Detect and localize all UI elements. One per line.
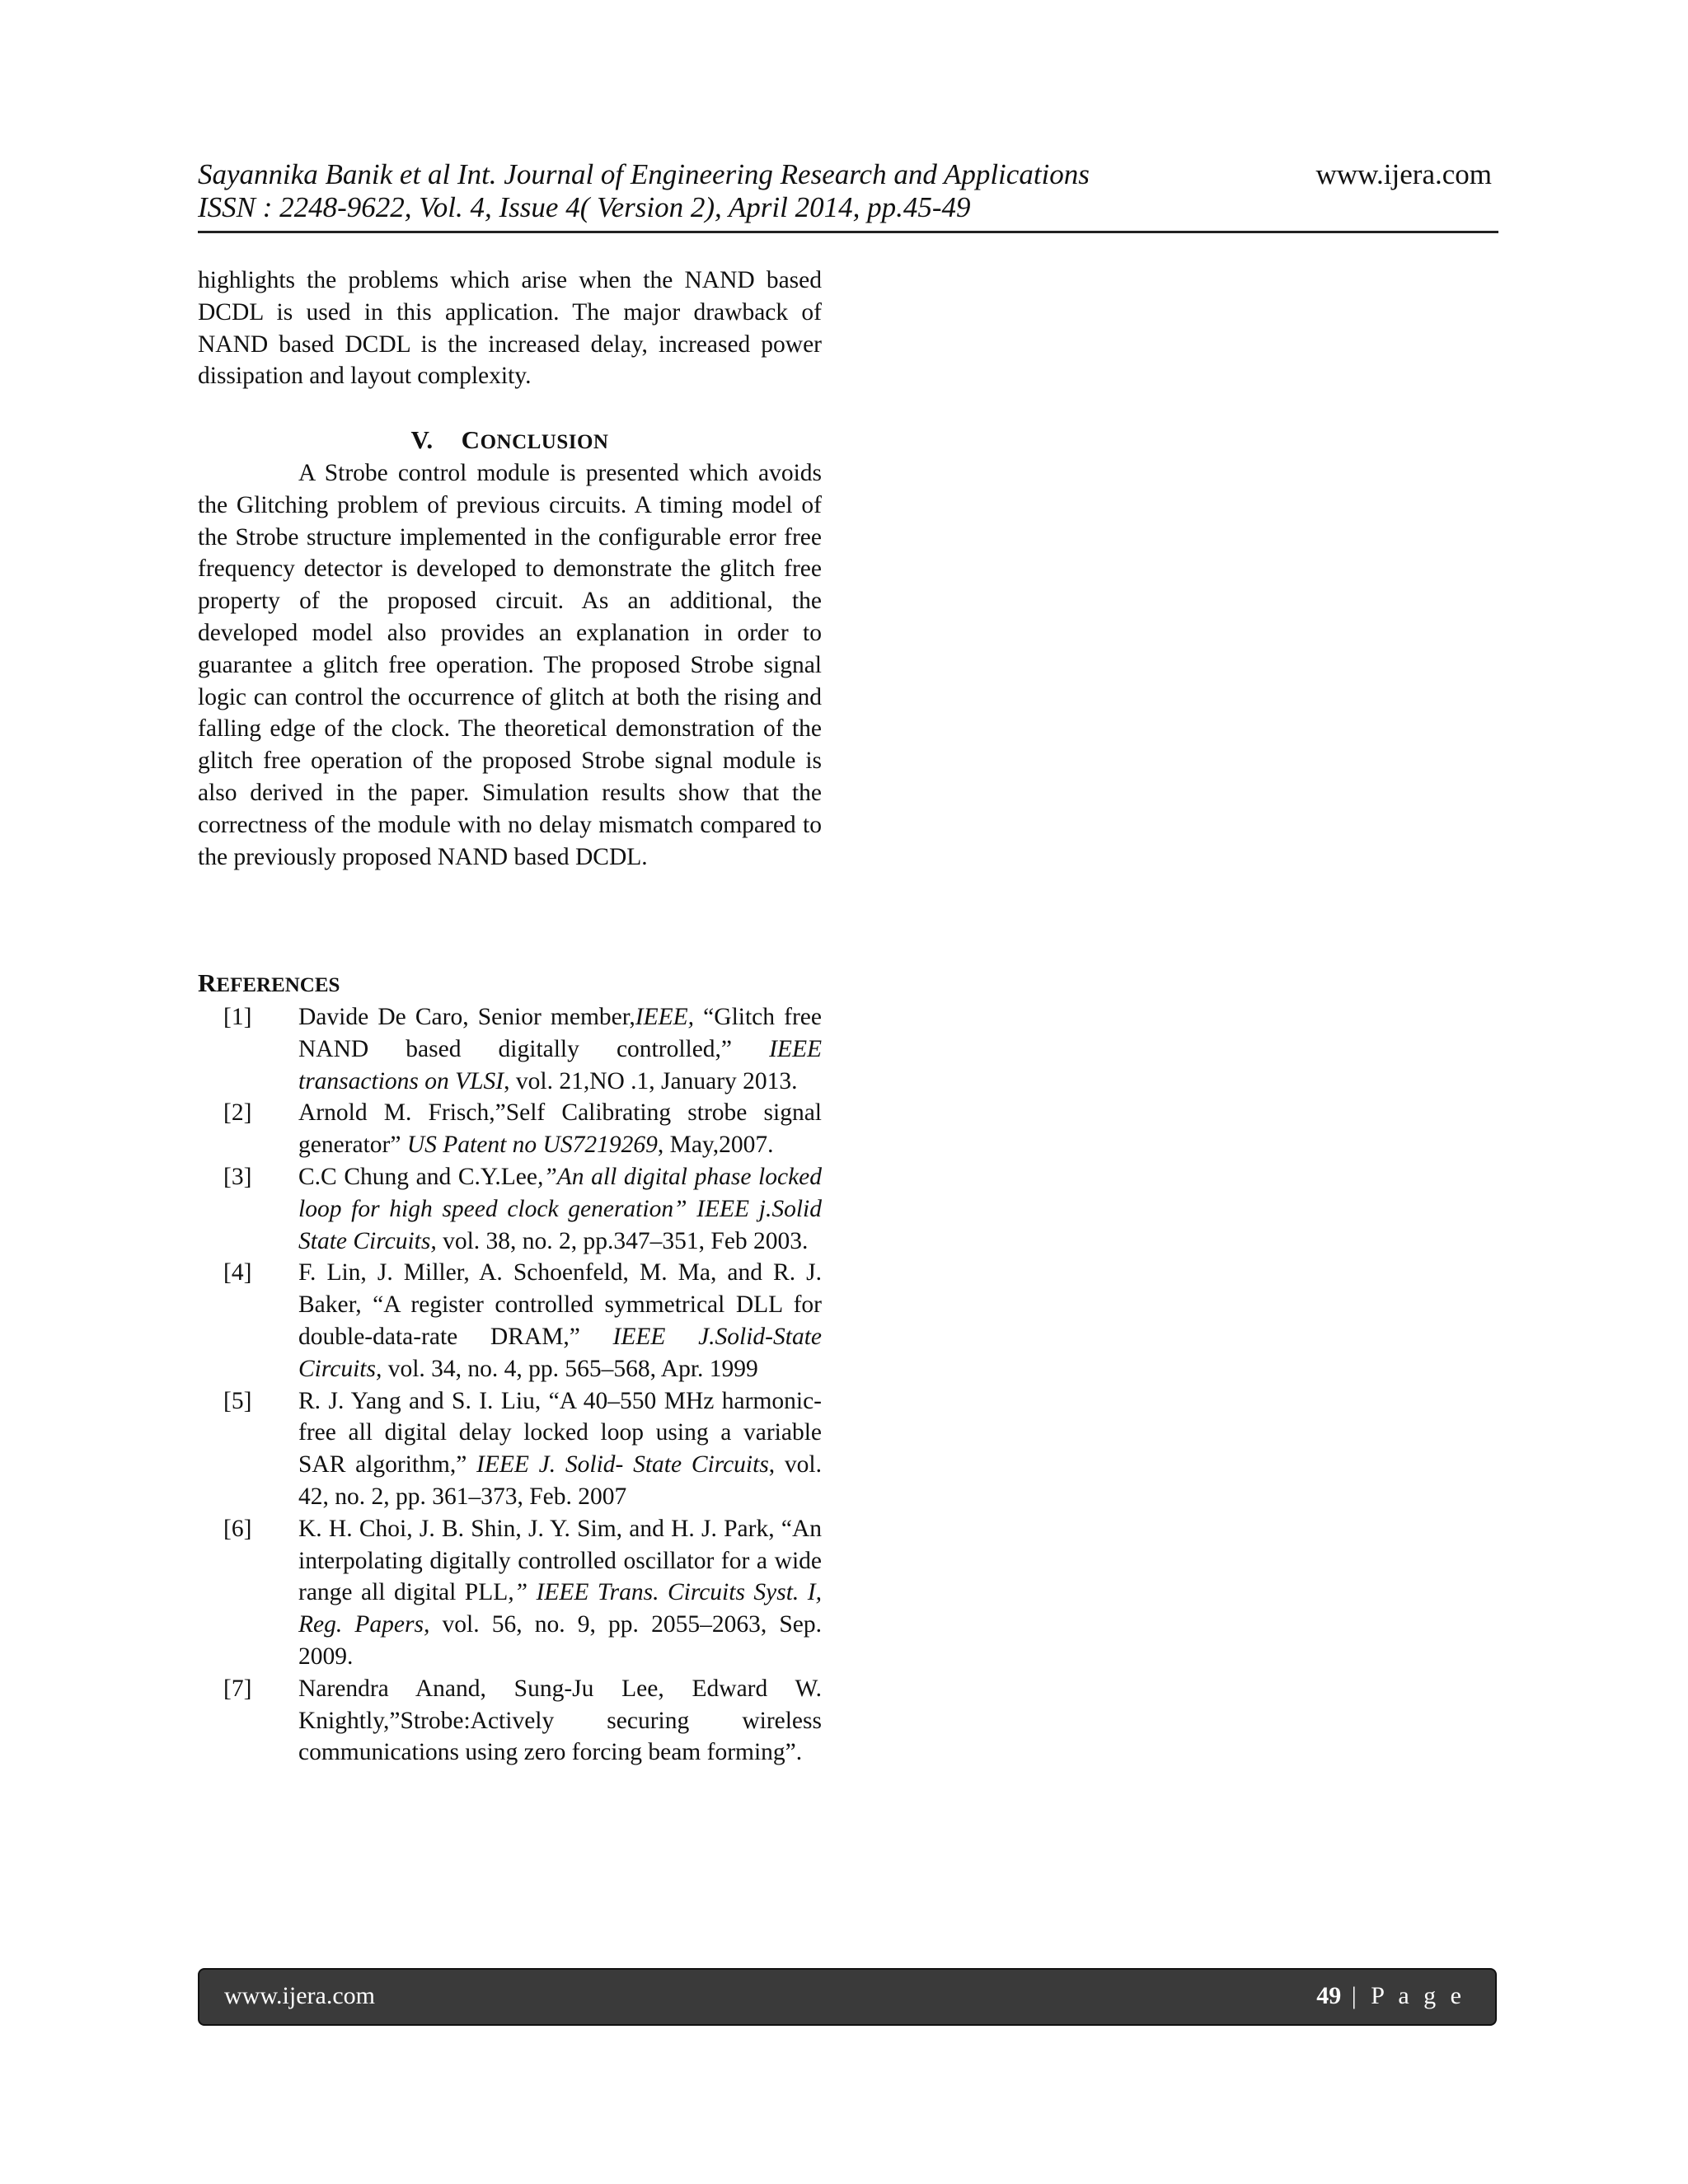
reference-list [198,1001,822,1769]
reference-item: [2] Arnold M. Frisch,”Self Calibrating strobe signal generator” US Patent no US7219269, May,2007. [198,1097,822,1161]
reference-item: [3] C.C Chung and C.Y.Lee,”An all digital phase locked loop for high speed clock generation” IEEE j.Solid State Circuits, vol. 38, no. 2, pp.347–351, Feb 2003. [198,1161,822,1257]
references-title-initial: R [198,968,217,997]
intro-text: highlights the problems which arise when the NAND based DCDL is used in this application. The major drawback of NAND based DCDL is the increased delay, increased power dissipation and layout complexity. [198,267,822,390]
reference-label: [2] [223,1099,252,1127]
references-title-rest: EFERENCES [216,974,340,996]
reference-label: [6] [223,1515,252,1542]
footer-url: www.ijera.com [224,1982,375,2009]
page-footer [198,1968,1497,2026]
section-title-rest: ONCLUSION [480,431,609,453]
references-heading [198,968,340,998]
section-number: V. [410,425,434,454]
reference-item: [6] K. H. Choi, J. B. Shin, J. Y. Sim, and H. J. Park, “An interpolating digitally controlled oscillator for a wide range all digital PLL,” IEEE Trans. Circuits Syst. I, Reg. Papers, vol. 56, no. 9, pp. 2055–2063, Sep. 2009. [198,1513,822,1673]
page-number: 49 [1316,1982,1342,2009]
conclusion-text: A Strobe control module is presented which avoids the Glitching problem of previous circuits. A timing model of the Strobe structure implemented in the configurable error free frequency detector is developed to demonstrate the glitch free property of the proposed circuit. As an additional, the developed model also provides an explanation in order to guarantee a glitch free operation. The proposed Strobe signal logic can control the occurrence of glitch at both the rising and falling edge of the clock. The theoretical demonstration of the glitch free operation of the proposed Strobe signal module is also derived in the paper. Simulation results show that the correctness of the module with no delay mismatch compared to the previously proposed NAND based DCDL. [198,460,822,870]
reference-item: [5] R. J. Yang and S. I. Liu, “A 40–550 MHz harmonic-free all digital delay locked loop using a variable SAR algorithm,” IEEE J. Solid- State Circuits, vol. 42, no. 2, pp. 361–373, Feb. 2007 [198,1385,822,1513]
running-header [198,153,1498,233]
reference-label: [3] [223,1163,252,1190]
page-indicator [1316,1982,1465,2010]
reference-label: [7] [223,1675,252,1702]
reference-label: [5] [223,1387,252,1414]
reference-label: [4] [223,1259,252,1286]
reference-item: [4] F. Lin, J. Miller, A. Schoenfeld, M. Ma, and R. J. Baker, “A register controlled symmetrical DLL for double-data-rate DRAM,” IEEE J.Solid-State Circuits, vol. 34, no. 4, pp. 565–568, Apr. 1999 [198,1257,822,1385]
section-title-initial: C [461,425,481,454]
continued-paragraph [198,265,822,392]
journal-citation: Sayannika Banik et al Int. Journal of Engineering Research and Applications [198,158,1090,190]
reference-item: [7] Narendra Anand, Sung-Ju Lee, Edward W. Knightly,”Strobe:Actively securing wireless communications using zero forcing beam forming”. [198,1673,822,1769]
page-label: | P a g e [1341,1982,1465,2009]
conclusion-body [198,457,822,873]
journal-url: www.ijera.com [1315,158,1492,190]
issn-line: ISSN : 2248-9622, Vol. 4, Issue 4( Version 2), April 2014, pp.45-49 [198,191,971,223]
reference-label: [1] [223,1004,252,1030]
section-heading-conclusion [198,425,822,455]
reference-item: [1] Davide De Caro, Senior member,IEEE, “Glitch free NAND based digitally controlled,” IEEE transactions on VLSI, vol. 21,NO .1, January 2013. [198,1001,822,1097]
